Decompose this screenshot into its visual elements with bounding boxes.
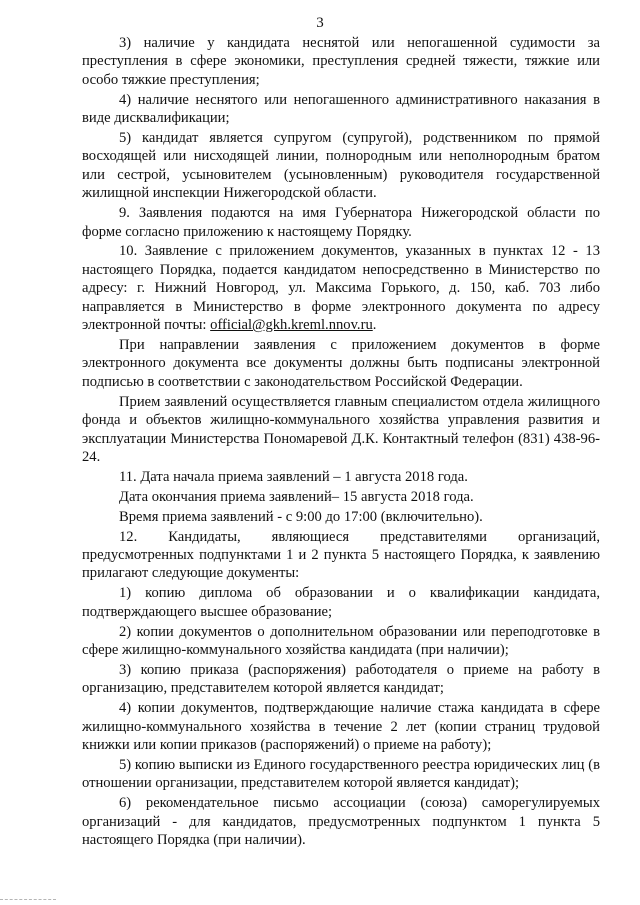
list-item-employment-order: 3) копию приказа (распоряжения) работодателя о приеме на работу в организацию, представителем которой является кандидат;: [82, 661, 600, 697]
paragraph-electronic-signature: При направлении заявления с приложением документов в форме электронного документа все документы должны быть подписаны электронной подписью в соответствии с законодательством Российской Федерации.: [82, 337, 600, 390]
scan-edge-mark: [0, 899, 56, 902]
paragraph-5-relative: 5) кандидат является супругом (супругой), родственником по прямой восходящей или нисходящей линии, полнородным или неполнородным братом или сестрой, усыновителем (усыновленным) руководителя государственной жилищной инспекции Нижегородской области.: [82, 130, 600, 202]
paragraph-end-date: Дата окончания приема заявлений– 15 августа 2018 года.: [119, 488, 474, 505]
paragraph-9-applications: 9. Заявления подаются на имя Губернатора Нижегородской области по форме согласно приложению к настоящему Порядку.: [82, 205, 600, 240]
paragraph-reception-time: Время приема заявлений - с 9:00 до 17:00 (включительно).: [119, 508, 483, 525]
email-link[interactable]: official@gkh.kreml.nnov.ru: [210, 317, 373, 334]
list-item-diploma: 1) копию диплома об образовании и о квалификации кандидата, подтверждающего высшее образование;: [82, 585, 600, 620]
document-body: [82, 34, 600, 849]
email-suffix: .: [372, 317, 377, 334]
list-item-registry-extract: 5) копию выписки из Единого государственного реестра юридических лиц (в отношении организации, представителем которой является кандидат);: [82, 756, 600, 792]
paragraph-3-criminal-record: 3) наличие у кандидата неснятой или непогашенной судимости за преступления в сфере экономики, преступления средней тяжести, тяжкие или особо тяжкие преступления;: [82, 35, 600, 88]
paragraph-11-start-date: 11. Дата начала приема заявлений – 1 августа 2018 года.: [119, 468, 468, 485]
paragraph-reception-contact: Прием заявлений осуществляется главным специалистом отдела жилищного фонда и объектов жилищно-коммунального хозяйства управления развития и эксплуатации Министерства Пономаревой Д.К. Контактный телефон (831) 438-96-24.: [82, 393, 600, 465]
paragraph-12-documents: 12. Кандидаты, являющиеся представителями организаций, предусмотренных подпунктами 1 и 2 пункта 5 настоящего Порядка, к заявлению прилагают следующие документы:: [82, 528, 600, 582]
paragraph-4-disqualification: 4) наличие неснятого или непогашенного административного наказания в виде дисквалификации;: [82, 91, 600, 127]
page-number: 3: [316, 15, 324, 31]
paragraph-10-submission: [82, 242, 600, 334]
paragraph-10-text: 10. Заявление с приложением документов, указанных в пунктах 12 - 13 настоящего Порядка, подается кандидатом непосредственно в Министерство по адресу: г. Нижний Новгород, ул. Максима Горького, д. 150, каб. 703 либо направляется в Министерство в форме электронного документа по адресу электронной почты:: [82, 243, 600, 334]
list-item-additional-education: 2) копии документов о дополнительном образовании или переподготовке в сфере жилищно-коммунального хозяйства кандидата (при наличии);: [82, 623, 600, 658]
list-item-recommendation-letter: 6) рекомендательное письмо ассоциации (союза) саморегулируемых организаций - для кандидатов, предусмотренных подпунктом 1 пункта 5 настоящего Порядка (при наличии).: [82, 795, 600, 849]
list-item-experience: 4) копии документов, подтверждающие наличие стажа кандидата в сфере жилищно-коммунального хозяйства в течение 2 лет (копии страниц трудовой книжки или копии приказов (распоряжений) о приеме на работу);: [82, 700, 600, 754]
